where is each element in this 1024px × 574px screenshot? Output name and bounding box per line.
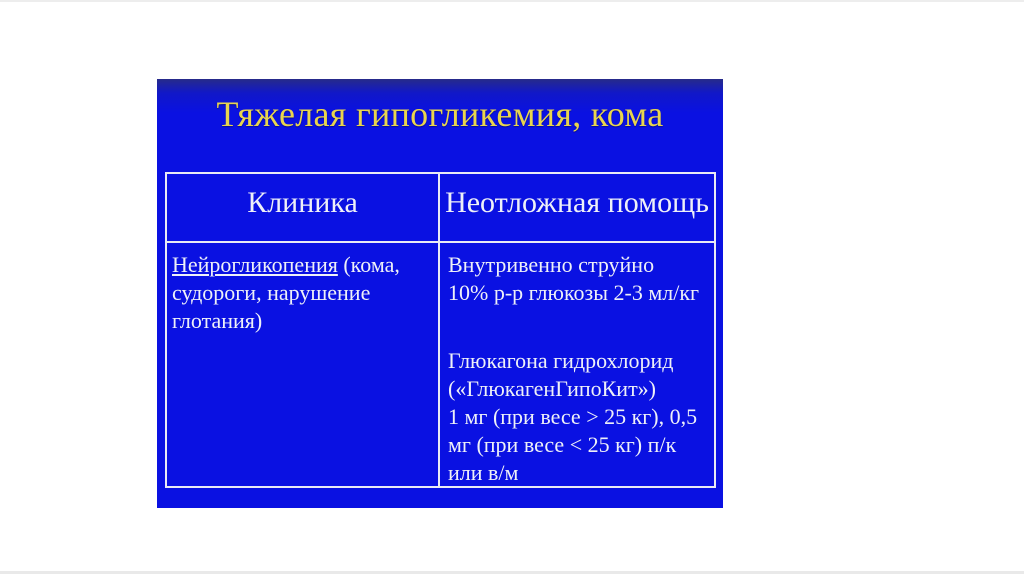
clinic-more-lines: [172, 279, 434, 335]
table-cell-emergency: [440, 243, 714, 486]
clinic-first-line: [172, 251, 434, 279]
emergency-lines: [448, 251, 710, 487]
top-edge-line: [0, 0, 1024, 2]
text-line: судороги, нарушение: [172, 280, 371, 305]
text-line: [448, 307, 710, 347]
table-header-row: [167, 174, 714, 243]
table-body-row: [167, 243, 714, 486]
clinic-term-rest: (кома,: [337, 252, 400, 277]
clinic-term-underlined: Нейрогликопения: [172, 252, 338, 277]
table-header-clinic: Клиника: [167, 174, 440, 241]
text-line: («ГлюкагенГипоКит»): [448, 376, 657, 401]
slide-title: Тяжелая гипогликемия, кома: [216, 94, 664, 134]
text-line: Внутривенно струйно: [448, 252, 655, 277]
presentation-slide: [157, 79, 723, 508]
text-line: 1 мг (при весе > 25 кг), 0,5: [448, 404, 698, 429]
table-cell-clinic: [167, 243, 440, 486]
text-line: или в/м: [448, 460, 519, 485]
text-line: 10% р-р глюкозы 2-3 мл/кг: [448, 280, 700, 305]
text-line: мг (при весе < 25 кг) п/к: [448, 432, 677, 457]
text-line: глотания): [172, 308, 263, 333]
text-line: Глюкагона гидрохлорид: [448, 348, 674, 373]
clinic-emergency-table: [165, 172, 716, 488]
table-header-emergency: Неотложная помощь: [445, 186, 709, 219]
